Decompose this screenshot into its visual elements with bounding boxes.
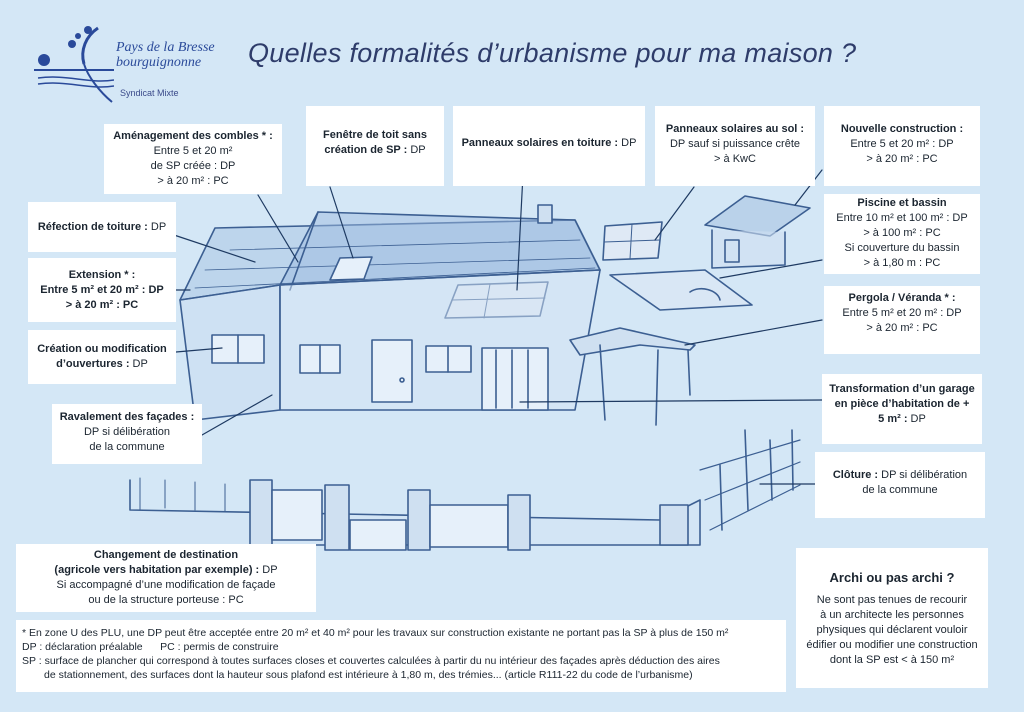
archi-title: Archi ou pas archi ? xyxy=(829,570,955,585)
callout-nouvelle-construction: Nouvelle construction : Entre 5 et 20 m² : DP > à 20 m² : PC xyxy=(824,106,980,186)
footnotes xyxy=(16,620,786,692)
callout-fenetre-toit: Fenêtre de toit sans création de SP : DP xyxy=(306,106,444,186)
annex-wall xyxy=(712,230,785,268)
front-wall xyxy=(280,270,600,410)
callout-piscine: Piscine et bassin Entre 10 m² et 100 m² : DP > à 100 m² : PC Si couverture du bassin > à 1,80 m : PC xyxy=(824,194,980,274)
gate-pillar-3 xyxy=(408,490,430,550)
gate-pillar-2 xyxy=(325,485,349,550)
logo-emblem-icon xyxy=(28,22,114,110)
callout-cloture: Clôture : DP si délibération de la commune xyxy=(815,452,985,518)
front-door xyxy=(372,340,412,402)
garage-door xyxy=(482,348,548,410)
annex-roof xyxy=(705,196,810,236)
logo-name-line1: Pays de la Bresse xyxy=(116,40,215,55)
callout-pergola: Pergola / Véranda * : Entre 5 m² et 20 m² : DP > à 20 m² : PC xyxy=(824,286,980,354)
logo-name-line2: bourguignonne xyxy=(116,55,202,70)
logo-subtitle: Syndicat Mixte xyxy=(120,88,179,98)
callout-ravalement: Ravalement des façades : DP si délibération de la commune xyxy=(52,404,202,464)
footnote-abbreviations: DP : déclaration préalable PC : permis de construire xyxy=(22,641,279,653)
callout-panneaux-toiture: Panneaux solaires en toiture : DP xyxy=(453,106,645,186)
page-title: Quelles formalités d’urbanisme pour ma maison ? xyxy=(248,38,857,68)
right-fence xyxy=(700,440,800,530)
gate-pillar-1 xyxy=(250,480,272,550)
callout-panneaux-sol: Panneaux solaires au sol : DP sauf si puissance crête > à KwC xyxy=(655,106,815,186)
footnote-sp-definition-cont: de stationnement, des surfaces dont la hauteur sous plafond est intérieure à 1,80 m, des trémies... (article R111-22 du code de l’urbanisme) xyxy=(44,669,693,681)
callout-ouvertures: Création ou modification d’ouvertures : DP xyxy=(28,330,176,384)
footnote-sp-definition: SP : surface de plancher qui correspond à toutes surfaces closes et couvertes calculées à partir du nu intérieur des façades après déduction des aires xyxy=(22,655,720,667)
footnote-zone-u: * En zone U des PLU, une DP peut être acceptée entre 20 m² et 40 m² pour les travaux sur construction existante ne portant pas la SP à plus de 150 m² xyxy=(22,627,729,639)
callout-destination: Changement de destination (agricole vers habitation par exemple) : DP Si accompagné d’une modification de façade ou de la structure porteuse : PC xyxy=(16,544,316,612)
archi-info-box: Archi ou pas archi ? Ne sont pas tenues de recourir à un architecte les personnes physiques qui déclarent vouloir édifier ou modifier une construction dont la SP est < à 150 m² xyxy=(796,548,988,688)
callout-refection: Réfection de toiture : DP xyxy=(28,202,176,252)
callout-extension: Extension * : Entre 5 m² et 20 m² : DP > à 20 m² : PC xyxy=(28,258,176,322)
logo xyxy=(28,22,238,110)
chimney xyxy=(538,205,552,223)
callout-combles: Aménagement des combles * : Entre 5 et 20 m² de SP créée : DP > à 20 m² : PC xyxy=(104,124,282,194)
callout-garage: Transformation d’un garage en pièce d’habitation de + 5 m² : DP xyxy=(822,374,982,444)
gate-pillar-4 xyxy=(508,495,530,550)
